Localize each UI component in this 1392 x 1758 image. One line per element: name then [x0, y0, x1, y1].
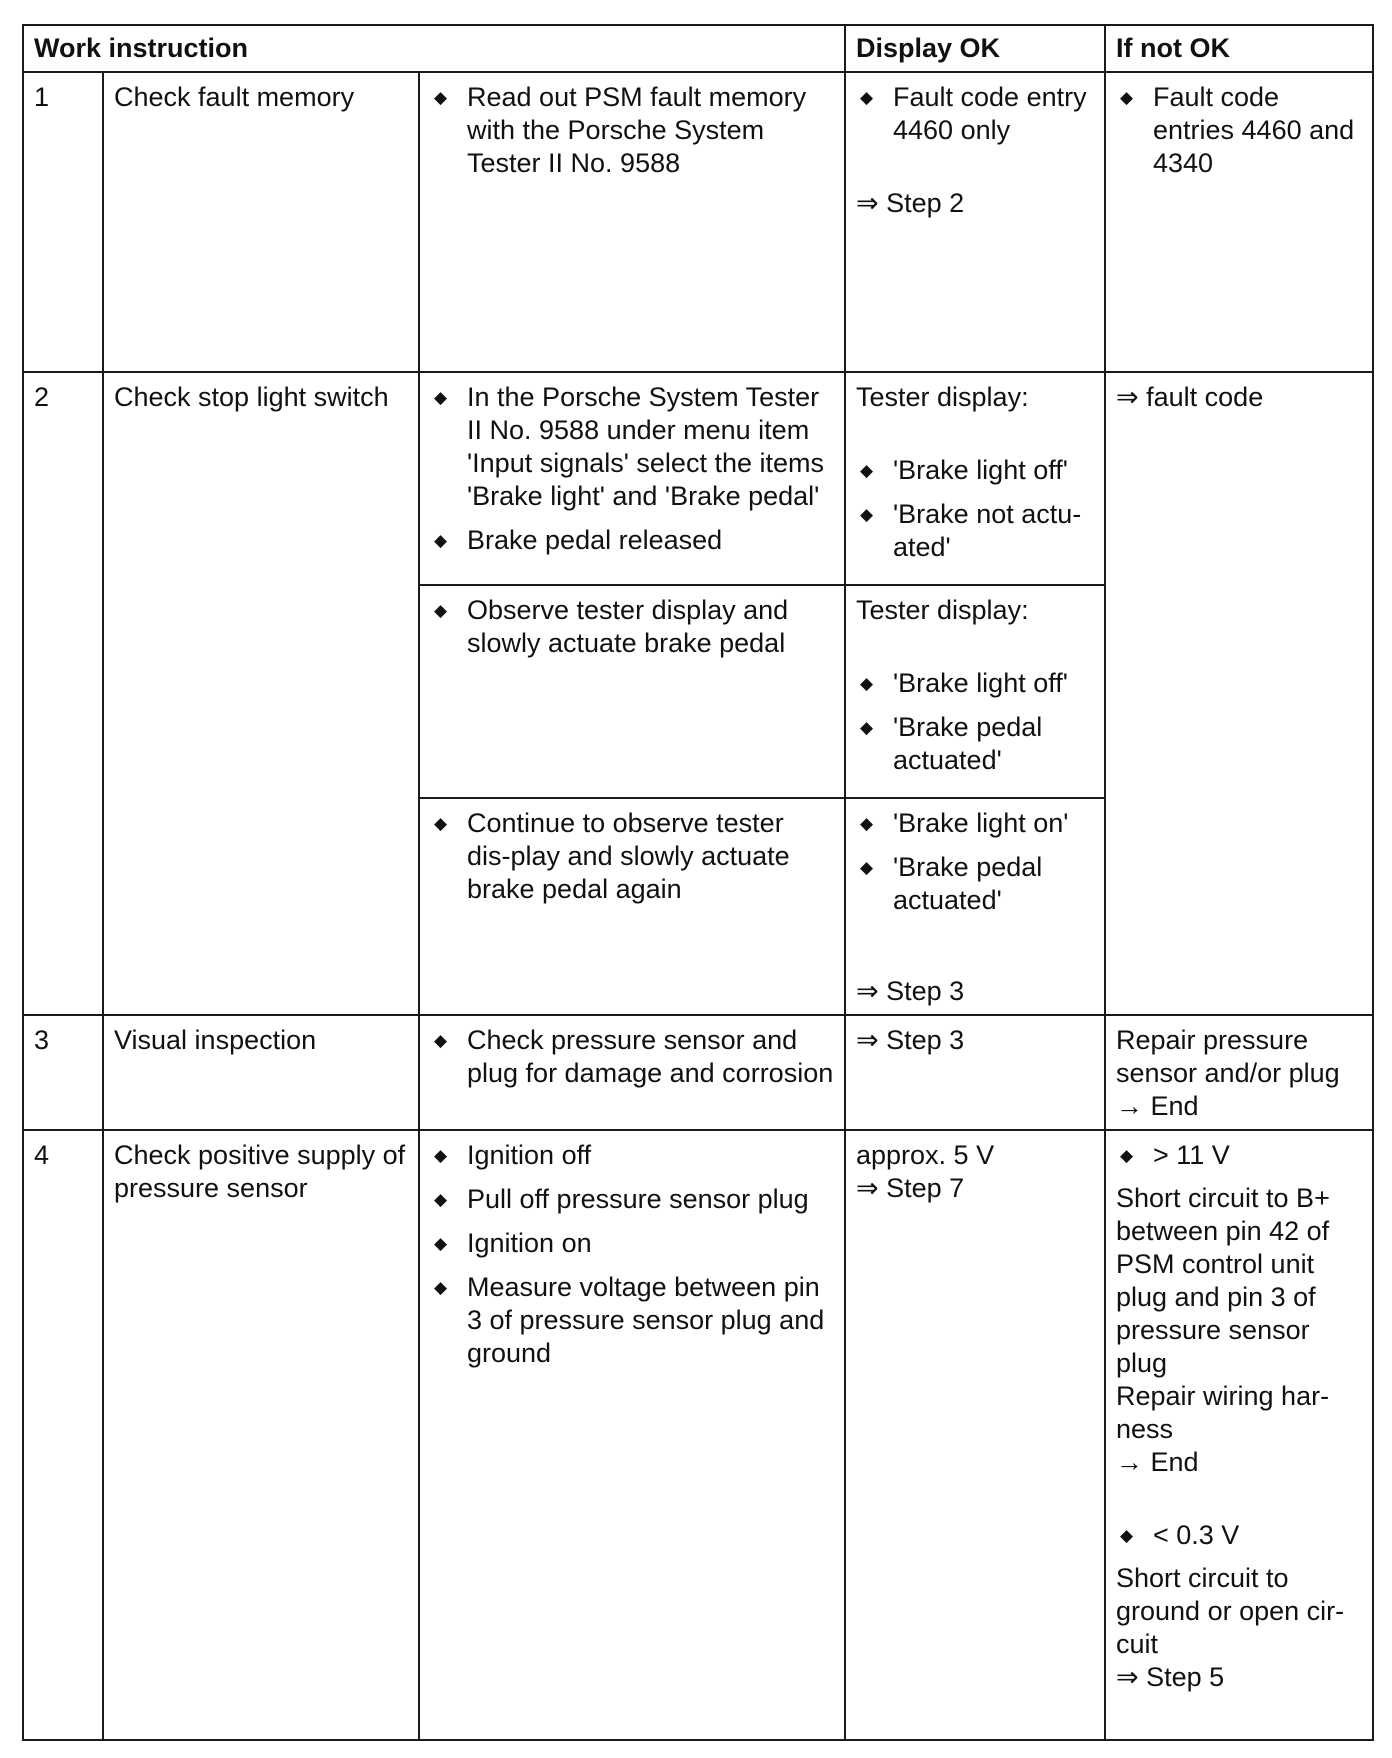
step-2-row-a — [23, 372, 1373, 585]
next-step: ⇒ Step 7 — [856, 1173, 965, 1203]
action-item: ◆ In the Porsche System Tester II No. 9588 under menu item 'Input signals' select the items 'Brake light' and 'Brake pedal' — [434, 382, 824, 511]
display-ok-cell — [845, 72, 1105, 372]
action-item: ◆ Measure voltage between pin 3 of pressure sensor plug and ground — [434, 1272, 825, 1368]
step-1-row — [23, 72, 1373, 372]
step-title: Visual inspection — [103, 1015, 419, 1130]
fault-code-ref: ⇒ fault code — [1116, 382, 1264, 412]
step-actions — [419, 1015, 845, 1130]
action-item: ◆ Brake pedal released — [434, 525, 723, 555]
step-number: 1 — [23, 72, 103, 372]
end-ref: → End — [1116, 1447, 1199, 1477]
bullet-icon: ◆ — [434, 1278, 448, 1297]
diagnosis-text: Short circuit to B+ between pin 42 of PSM control unit plug and pin 3 of pressure sensor plug — [1116, 1183, 1330, 1378]
action-item: ◆ Read out PSM fault memory with the Porsche System Tester II No. 9588 — [434, 82, 807, 178]
bullet-icon: ◆ — [434, 388, 448, 407]
work-instruction-table — [22, 24, 1374, 1741]
bullet-icon: ◆ — [434, 1190, 448, 1209]
voltage-case-low: ◆ < 0.3 V — [1120, 1520, 1240, 1550]
expected-voltage: approx. 5 V — [856, 1140, 995, 1170]
step-actions — [419, 72, 845, 372]
action-item: ◆ Ignition on — [434, 1228, 592, 1258]
next-step: ⇒ Step 3 — [856, 1025, 965, 1055]
header-if-not-ok: If not OK — [1105, 25, 1373, 72]
display-item: ◆ 'Brake not actu-ated' — [860, 499, 1082, 562]
display-ok-cell — [845, 1130, 1105, 1740]
not-ok-item: ◆ Fault code entries 4460 and 4340 — [1120, 82, 1355, 178]
header-work-instruction: Work instruction — [23, 25, 845, 72]
step-number: 4 — [23, 1130, 103, 1740]
step-number: 3 — [23, 1015, 103, 1130]
bullet-icon: ◆ — [860, 674, 874, 693]
display-item: ◆ 'Brake pedal actuated' — [860, 852, 1043, 915]
header-display-ok: Display OK — [845, 25, 1105, 72]
step-title: Check positive supply of pressure sensor — [103, 1130, 419, 1740]
end-ref: → End — [1116, 1091, 1199, 1121]
action-item: ◆ Continue to observe tester dis-play and slowly actuate brake pedal again — [434, 808, 790, 904]
action-item: ◆ Check pressure sensor and plug for damage and corrosion — [434, 1025, 834, 1088]
not-ok-cell — [1105, 1015, 1373, 1130]
action-item: ◆ Observe tester display and slowly actuate brake pedal — [434, 595, 789, 658]
step-actions — [419, 798, 845, 1015]
display-item: ◆ 'Brake light off' — [860, 455, 1068, 485]
display-item: ◆ Fault code entry 4460 only — [860, 82, 1087, 145]
bullet-icon: ◆ — [434, 1146, 448, 1165]
header-row — [23, 25, 1373, 72]
step-title: Check fault memory — [103, 72, 419, 372]
step-actions — [419, 585, 845, 798]
step-4-row — [23, 1130, 1373, 1740]
step-3-row — [23, 1015, 1373, 1130]
bullet-icon: ◆ — [1120, 88, 1134, 107]
bullet-icon: ◆ — [434, 1031, 448, 1050]
repair-instruction: Repair pressure sensor and/or plug — [1116, 1025, 1340, 1088]
display-item: ◆ 'Brake light on' — [860, 808, 1069, 838]
bullet-icon: ◆ — [860, 718, 874, 737]
display-ok-cell — [845, 585, 1105, 798]
not-ok-cell — [1105, 1130, 1373, 1740]
not-ok-cell — [1105, 72, 1373, 372]
display-ok-cell — [845, 1015, 1105, 1130]
bullet-icon: ◆ — [860, 88, 874, 107]
next-step: ⇒ Step 5 — [1116, 1662, 1225, 1692]
display-item: ◆ 'Brake pedal actuated' — [860, 712, 1043, 775]
bullet-icon: ◆ — [1120, 1146, 1134, 1165]
bullet-icon: ◆ — [434, 88, 448, 107]
display-ok-cell — [845, 372, 1105, 585]
step-actions — [419, 372, 845, 585]
step-actions — [419, 1130, 845, 1740]
next-step: ⇒ Step 3 — [856, 976, 965, 1006]
action-item: ◆ Ignition off — [434, 1140, 592, 1170]
tester-display-label: Tester display: — [856, 595, 1029, 625]
bullet-icon: ◆ — [434, 1234, 448, 1253]
display-ok-cell — [845, 798, 1105, 1015]
next-step: ⇒ Step 2 — [856, 188, 965, 218]
display-item: ◆ 'Brake light off' — [860, 668, 1068, 698]
bullet-icon: ◆ — [860, 461, 874, 480]
bullet-icon: ◆ — [860, 858, 874, 877]
tester-display-label: Tester display: — [856, 382, 1029, 412]
repair-instruction: Repair wiring har-ness — [1116, 1381, 1330, 1444]
action-item: ◆ Pull off pressure sensor plug — [434, 1184, 809, 1214]
bullet-icon: ◆ — [434, 814, 448, 833]
step-title: Check stop light switch — [103, 372, 419, 1015]
bullet-icon: ◆ — [860, 814, 874, 833]
diagnosis-text: Short circuit to ground or open cir-cuit — [1116, 1563, 1345, 1659]
bullet-icon: ◆ — [860, 505, 874, 524]
bullet-icon: ◆ — [434, 601, 448, 620]
step-number: 2 — [23, 372, 103, 1015]
not-ok-cell — [1105, 372, 1373, 1015]
bullet-icon: ◆ — [434, 531, 448, 550]
voltage-case-high: ◆ > 11 V — [1120, 1140, 1230, 1170]
bullet-icon: ◆ — [1120, 1526, 1134, 1545]
